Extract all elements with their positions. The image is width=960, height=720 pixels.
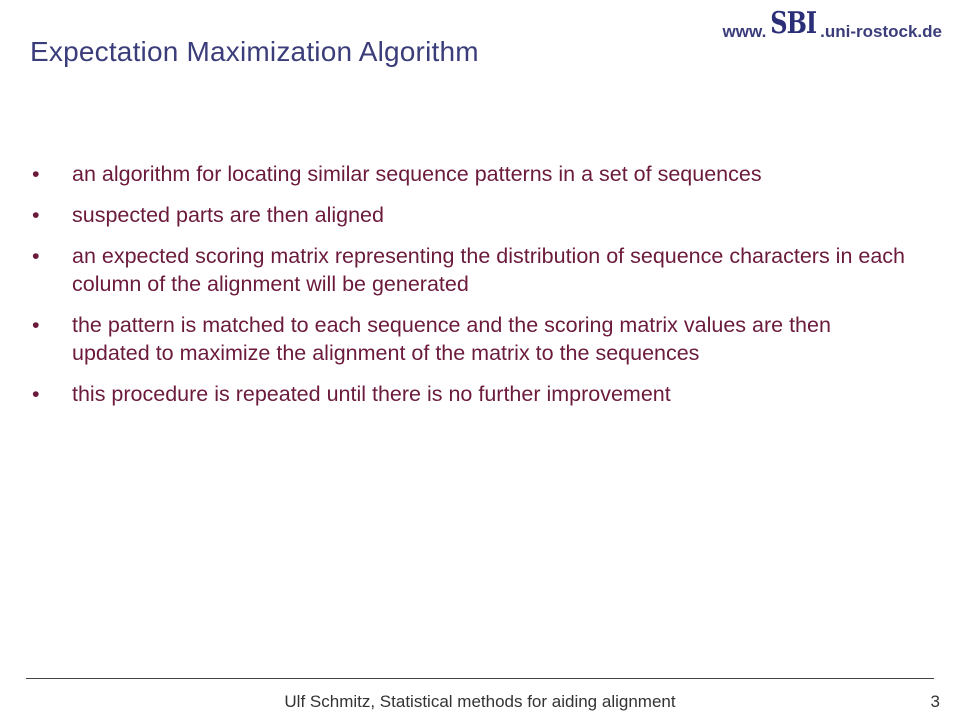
brand-url [722, 4, 942, 43]
bullet-item [30, 160, 910, 188]
bullet-dot-icon: • [32, 382, 40, 406]
bullet-list [30, 160, 910, 421]
footer-divider [26, 678, 934, 679]
sbi-logo-icon: SBI [770, 4, 817, 41]
bullet-text: an expected scoring matrix representing the distribution of sequence characters in each column of the alignment will be generated [72, 244, 905, 296]
brand-prefix: www. [722, 22, 767, 41]
bullet-dot-icon: • [32, 313, 40, 337]
bullet-text: this procedure is repeated until there is no further improvement [72, 382, 671, 406]
bullet-item [30, 242, 910, 298]
bullet-text: the pattern is matched to each sequence and the scoring matrix values are then updated to maximize the alignment of the matrix to the sequences [72, 313, 831, 365]
bullet-item [30, 380, 910, 408]
bullet-item [30, 201, 910, 229]
slide-title: Expectation Maximization Algorithm [30, 36, 479, 67]
footer-text: Ulf Schmitz, Statistical methods for aiding alignment [284, 692, 676, 711]
bullet-text: an algorithm for locating similar sequence patterns in a set of sequences [72, 162, 762, 186]
page-number: 3 [930, 692, 940, 711]
bullet-item [30, 311, 910, 367]
brand-suffix: .uni-rostock.de [820, 22, 942, 41]
bullet-dot-icon: • [32, 162, 40, 186]
bullet-dot-icon: • [32, 244, 40, 268]
bullet-text: suspected parts are then aligned [72, 203, 384, 227]
bullet-dot-icon: • [32, 203, 40, 227]
